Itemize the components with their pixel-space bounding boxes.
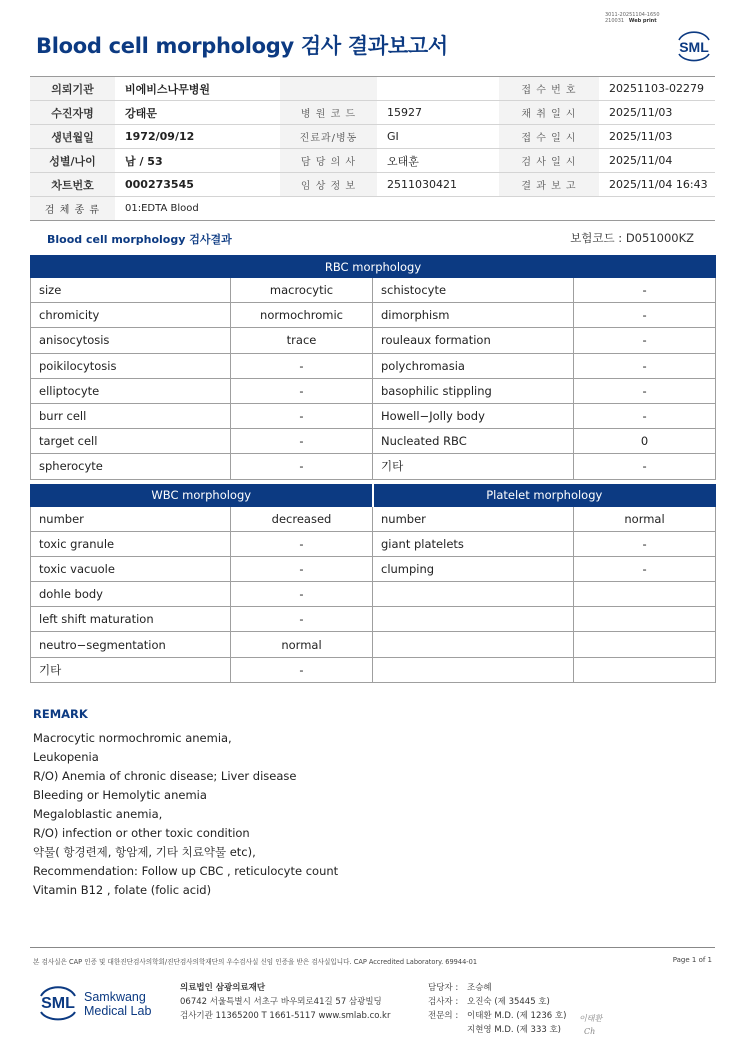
rbc-morphology-header: RBC morphology — [31, 256, 716, 278]
finding-value: - — [231, 353, 373, 378]
info-value — [377, 77, 499, 101]
accreditation-note: 본 검사실은 CAP 인증 및 대한진단검사의학회/진단검사의학재단의 우수검사실 신임 인증을 받은 검사실입니다. CAP Accredited Laboratory. 69944-01 — [33, 958, 478, 966]
organization-info — [180, 981, 390, 1023]
finding-value: - — [231, 454, 373, 479]
staff-row — [428, 981, 566, 995]
brand-line-2: Medical Lab — [84, 1004, 152, 1018]
finding-value: 0 — [574, 429, 716, 454]
sml-logo-footer-icon — [36, 980, 80, 1024]
info-value: 2025/11/04 16:43 — [599, 173, 715, 197]
web-print-label: Web print — [628, 18, 657, 24]
report-code-line-1: 3011-20251104-1650 — [605, 12, 660, 18]
finding-name: toxic vacuole — [31, 556, 231, 581]
info-value: 비에비스나무병원 — [115, 77, 280, 101]
finding-name: poikilocytosis — [31, 353, 231, 378]
info-label: 진료과/병동 — [280, 125, 377, 149]
result-row — [31, 353, 716, 378]
finding-name: basophilic stippling — [373, 378, 574, 403]
info-value: 1972/09/12 — [115, 125, 280, 149]
remark-title: REMARK — [33, 707, 88, 721]
result-row — [31, 303, 716, 328]
info-value: 2025/11/03 — [599, 125, 715, 149]
organization-name: 의료법인 삼광의료재단 — [180, 983, 266, 993]
finding-value: - — [231, 531, 373, 556]
report-id-code — [605, 12, 660, 24]
report-code-line-2: 210031 Web print — [605, 18, 657, 24]
finding-name: schistocyte — [373, 278, 574, 303]
wbc-platelet-header-row — [31, 484, 716, 506]
info-label — [280, 77, 377, 101]
wbc-morphology-header: WBC morphology — [31, 484, 373, 506]
result-row — [31, 556, 716, 581]
finding-value: - — [231, 582, 373, 607]
sml-logo-icon — [675, 28, 713, 62]
finding-value: - — [231, 378, 373, 403]
info-label: 생년월일 — [30, 125, 115, 149]
finding-value: - — [574, 454, 716, 479]
result-section-title: Blood cell morphology 검사결과 — [47, 233, 232, 246]
result-row — [31, 531, 716, 556]
info-label: 임 상 정 보 — [280, 173, 377, 197]
finding-value: macrocytic — [231, 278, 373, 303]
remark-line: Macrocytic normochromic anemia, — [33, 731, 232, 745]
result-row — [31, 582, 716, 607]
info-label: 수진자명 — [30, 101, 115, 125]
finding-name: 기타 — [373, 454, 574, 479]
info-label: 결 과 보 고 — [499, 173, 599, 197]
patient-info-row — [30, 149, 715, 173]
finding-name: toxic granule — [31, 531, 231, 556]
finding-value: trace — [231, 328, 373, 353]
result-row — [31, 378, 716, 403]
finding-name: elliptocyte — [31, 378, 231, 403]
brand-name — [84, 990, 151, 1018]
finding-value: normochromic — [231, 303, 373, 328]
finding-value — [574, 657, 716, 682]
info-value: 강태문 — [115, 101, 280, 125]
info-label: 담 당 의 사 — [280, 149, 377, 173]
finding-name — [373, 607, 574, 632]
staff-row — [428, 1023, 566, 1037]
remark-line: R/O) infection or other toxic condition — [33, 826, 250, 840]
remark-line: Vitamin B12 , folate (folic acid) — [33, 883, 212, 897]
finding-name: burr cell — [31, 403, 231, 428]
finding-name: clumping — [373, 556, 574, 581]
patient-info-row — [30, 125, 715, 149]
patient-info-table — [30, 76, 715, 221]
finding-value: - — [574, 353, 716, 378]
finding-name — [373, 657, 574, 682]
info-value: GI — [377, 125, 499, 149]
finding-name: number — [373, 506, 574, 531]
finding-value: - — [231, 607, 373, 632]
finding-value: normal — [574, 506, 716, 531]
staff-name: 조승혜 — [467, 983, 492, 993]
signature-ji: Ch — [584, 1027, 596, 1036]
finding-name: dimorphism — [373, 303, 574, 328]
finding-name: rouleaux formation — [373, 328, 574, 353]
insurance-code: 보험코드 : D051000KZ — [570, 231, 694, 245]
finding-name: number — [31, 506, 231, 531]
info-label: 채 취 일 시 — [499, 101, 599, 125]
organization-address: 06742 서울특별시 서초구 바우뫼로41길 57 삼광빌딩 — [180, 997, 382, 1007]
specimen-value: 01:EDTA Blood — [115, 197, 715, 221]
finding-name: Howell−Jolly body — [373, 403, 574, 428]
info-value: 2025/11/03 — [599, 101, 715, 125]
remark-line: Bleeding or Hemolytic anemia — [33, 788, 207, 802]
svg-text:SML: SML — [41, 995, 75, 1012]
result-row — [31, 506, 716, 531]
result-row — [31, 607, 716, 632]
staff-row — [428, 995, 566, 1009]
finding-value: - — [231, 556, 373, 581]
staff-role: 전문의 : — [428, 1011, 459, 1021]
info-label: 차트번호 — [30, 173, 115, 197]
info-value: 오태훈 — [377, 149, 499, 173]
staff-name: 지현영 M.D. (제 333 호) — [467, 1025, 562, 1035]
staff-list — [428, 981, 566, 1037]
patient-info-row — [30, 173, 715, 197]
info-label: 접 수 일 시 — [499, 125, 599, 149]
remark-list — [33, 729, 338, 900]
page-title: Blood cell morphology 검사 결과보고서 — [36, 34, 448, 58]
finding-value: - — [574, 403, 716, 428]
result-row — [31, 632, 716, 657]
finding-value: decreased — [231, 506, 373, 531]
result-row — [31, 657, 716, 682]
staff-name: 이태환 M.D. (제 1236 호) — [467, 1011, 567, 1021]
finding-value: - — [574, 378, 716, 403]
finding-value — [574, 632, 716, 657]
specimen-label: 검 체 종 류 — [30, 197, 115, 221]
remark-line: Leukopenia — [33, 750, 99, 764]
specimen-row — [30, 197, 715, 221]
svg-text:SML: SML — [679, 39, 709, 55]
finding-value: - — [574, 278, 716, 303]
remark-line: 약물( 항경련제, 항암제, 기타 치료약물 etc), — [33, 845, 256, 859]
info-value: 20251103-02279 — [599, 77, 715, 101]
info-label: 의뢰기관 — [30, 77, 115, 101]
finding-value: - — [231, 657, 373, 682]
page-number: Page 1 of 1 — [672, 956, 712, 964]
patient-info-row — [30, 101, 715, 125]
staff-role: 담당자 : — [428, 983, 459, 993]
info-label: 접 수 번 호 — [499, 77, 599, 101]
finding-name: 기타 — [31, 657, 231, 682]
finding-value: normal — [231, 632, 373, 657]
morphology-result-table — [30, 255, 716, 683]
platelet-morphology-header: Platelet morphology — [373, 484, 716, 506]
finding-name: anisocytosis — [31, 328, 231, 353]
finding-value — [574, 582, 716, 607]
result-row — [31, 328, 716, 353]
info-label: 검 사 일 시 — [499, 149, 599, 173]
info-value: 000273545 — [115, 173, 280, 197]
finding-name: Nucleated RBC — [373, 429, 574, 454]
finding-name: polychromasia — [373, 353, 574, 378]
finding-name: chromicity — [31, 303, 231, 328]
finding-name: giant platelets — [373, 531, 574, 556]
finding-value: - — [231, 429, 373, 454]
finding-name — [373, 632, 574, 657]
finding-name: left shift maturation — [31, 607, 231, 632]
rbc-header-row — [31, 256, 716, 278]
finding-value: - — [231, 403, 373, 428]
finding-name — [373, 582, 574, 607]
finding-value — [574, 607, 716, 632]
result-row — [31, 278, 716, 303]
remark-line: R/O) Anemia of chronic disease; Liver disease — [33, 769, 297, 783]
finding-value: - — [574, 556, 716, 581]
finding-value: - — [574, 303, 716, 328]
staff-role — [428, 1023, 467, 1037]
info-label: 성별/나이 — [30, 149, 115, 173]
staff-row — [428, 1009, 566, 1023]
finding-name: spherocyte — [31, 454, 231, 479]
info-label: 병 원 코 드 — [280, 101, 377, 125]
info-value: 15927 — [377, 101, 499, 125]
finding-name: size — [31, 278, 231, 303]
finding-value: - — [574, 531, 716, 556]
staff-name: 오진숙 (제 35445 호) — [467, 997, 550, 1007]
result-row — [31, 403, 716, 428]
patient-info-row — [30, 77, 715, 101]
info-value: 2025/11/04 — [599, 149, 715, 173]
organization-contact: 검사기관 11365200 T 1661-5117 www.smlab.co.kr — [180, 1011, 391, 1021]
remark-line: Recommendation: Follow up CBC , reticulocyte count — [33, 864, 339, 878]
result-row — [31, 429, 716, 454]
footer-divider — [30, 947, 715, 948]
finding-value: - — [574, 328, 716, 353]
signature-lee: 이태환 — [579, 1014, 603, 1023]
info-value: 남 / 53 — [115, 149, 280, 173]
brand-line-1: Samkwang — [84, 990, 146, 1004]
result-row — [31, 454, 716, 479]
finding-name: dohle body — [31, 582, 231, 607]
finding-name: target cell — [31, 429, 231, 454]
finding-name: neutro−segmentation — [31, 632, 231, 657]
staff-role: 검사자 : — [428, 997, 459, 1007]
info-value: 2511030421 — [377, 173, 499, 197]
remark-line: Megaloblastic anemia, — [33, 807, 163, 821]
